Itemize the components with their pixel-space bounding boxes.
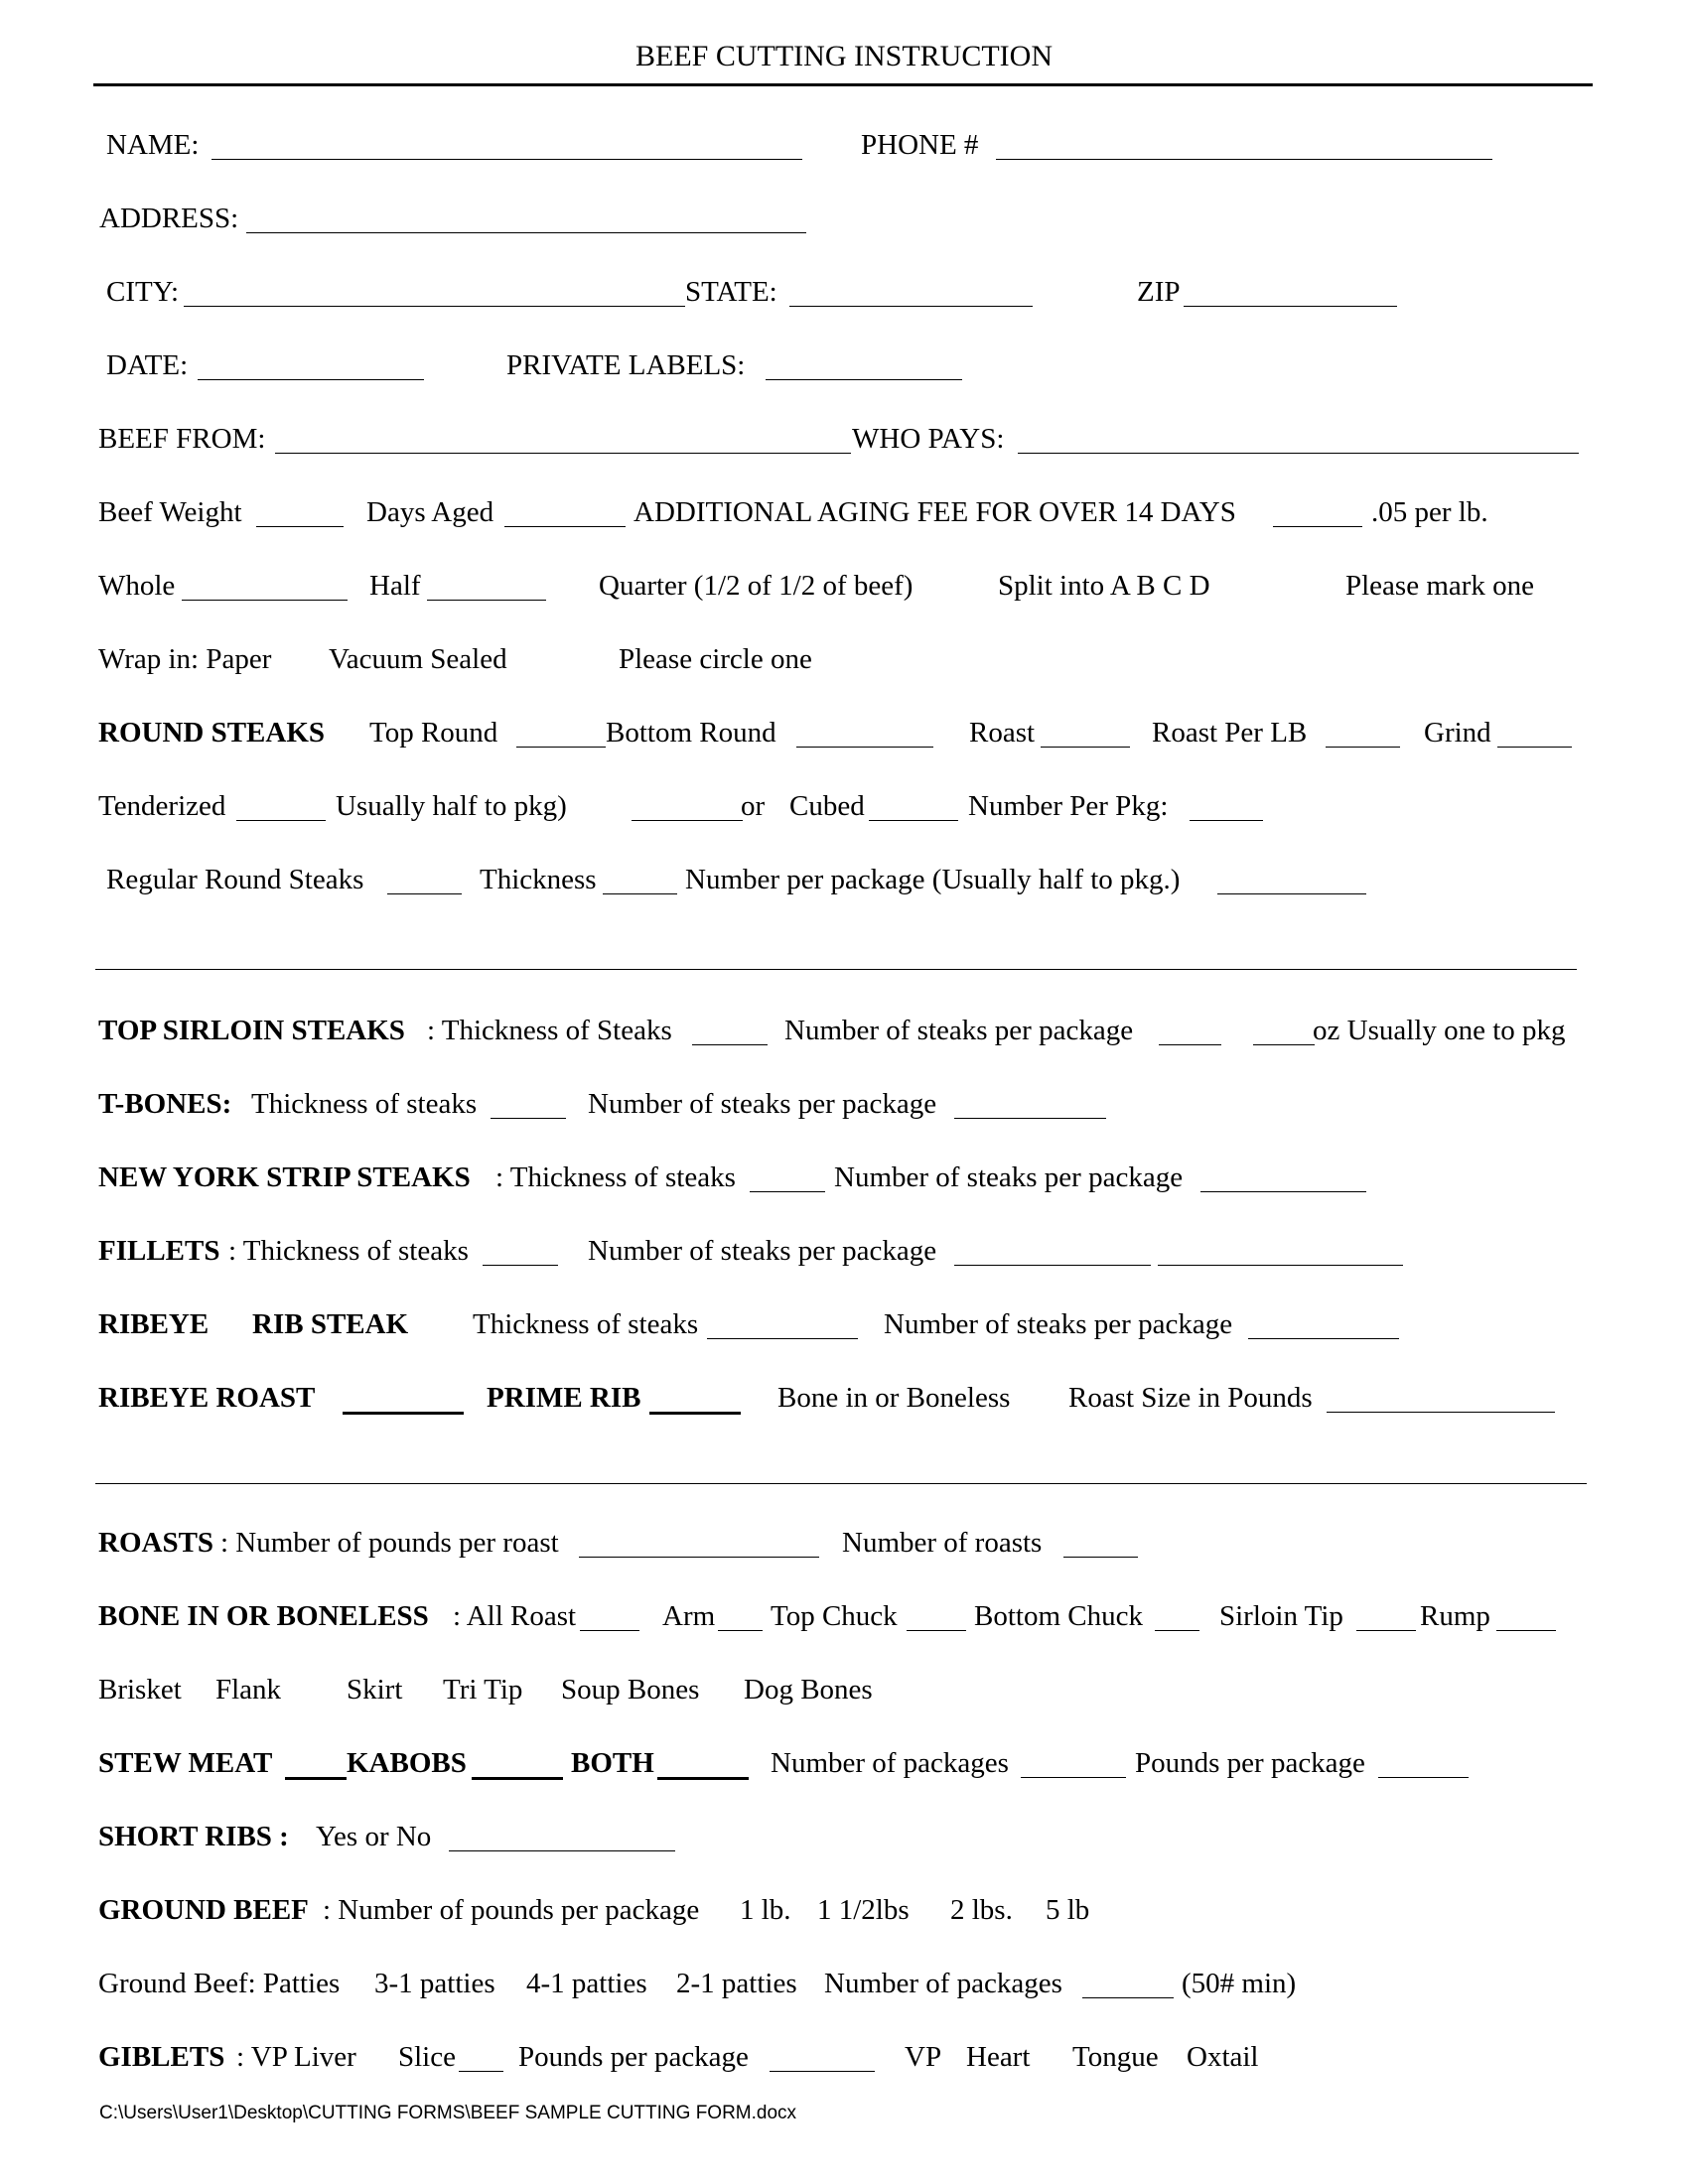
- both-field[interactable]: [657, 1777, 749, 1780]
- patties-4-1-option[interactable]: 4-1 patties: [526, 1968, 647, 1999]
- page-title: BEEF CUTTING INSTRUCTION: [635, 40, 1053, 72]
- tenderized-label: Tenderized: [98, 790, 226, 822]
- top-round-field[interactable]: [516, 747, 606, 748]
- number-of-roasts-field[interactable]: [1063, 1557, 1138, 1558]
- number-per-pkg-field[interactable]: [1190, 820, 1263, 821]
- state-label: STATE:: [685, 276, 777, 308]
- private-labels-label: PRIVATE LABELS:: [506, 349, 746, 381]
- tongue-option[interactable]: Tongue: [1072, 2041, 1159, 2073]
- who-pays-label: WHO PAYS:: [852, 423, 1005, 455]
- ribeye-roast-heading: RIBEYE ROAST: [98, 1382, 316, 1414]
- or-text: or: [741, 790, 766, 822]
- sirloin-thickness-field[interactable]: [692, 1044, 768, 1045]
- patties-number-packages-label: Number of packages: [824, 1968, 1062, 1999]
- patties-label: Ground Beef: Patties: [98, 1968, 341, 1999]
- thickness-label: Thickness: [480, 864, 597, 895]
- patties-min-note: (50# min): [1182, 1968, 1297, 1999]
- sirloin-thickness-label: : Thickness of Steaks: [427, 1015, 672, 1046]
- slice-label: Slice: [398, 2041, 456, 2073]
- ny-thickness-field[interactable]: [750, 1191, 825, 1192]
- name-field[interactable]: [211, 159, 802, 160]
- section-divider-1: [95, 969, 1577, 970]
- fillets-thickness-field[interactable]: [483, 1265, 558, 1266]
- wrap-paper-option[interactable]: Wrap in: Paper: [98, 643, 272, 675]
- address-label: ADDRESS:: [99, 203, 239, 234]
- tri-tip-option[interactable]: Tri Tip: [443, 1674, 523, 1706]
- who-pays-field[interactable]: [1018, 453, 1579, 454]
- regular-round-label: Regular Round Steaks: [106, 864, 364, 895]
- tbone-thickness-field[interactable]: [491, 1118, 566, 1119]
- ribeye-heading: RIBEYE: [98, 1308, 210, 1340]
- quarter-option[interactable]: Quarter (1/2 of 1/2 of beef): [599, 570, 914, 602]
- roast-field[interactable]: [1041, 747, 1130, 748]
- whole-label: Whole: [98, 570, 176, 602]
- address-field[interactable]: [246, 232, 806, 233]
- beef-weight-label: Beef Weight: [98, 496, 242, 528]
- sirloin-tip-label: Sirloin Tip: [1219, 1600, 1343, 1632]
- top-sirloin-heading: TOP SIRLOIN STEAKS: [98, 1015, 405, 1046]
- city-field[interactable]: [184, 306, 685, 307]
- thickness-field[interactable]: [603, 893, 677, 894]
- number-of-roasts-label: Number of roasts: [842, 1527, 1043, 1559]
- aging-fee-label: ADDITIONAL AGING FEE FOR OVER 14 DAYS: [633, 496, 1236, 528]
- roast-size-label: Roast Size in Pounds: [1068, 1382, 1313, 1414]
- sirloin-tip-field[interactable]: [1356, 1630, 1416, 1631]
- rump-label: Rump: [1420, 1600, 1490, 1632]
- short-ribs-field[interactable]: [449, 1850, 675, 1851]
- stew-pounds-per-package-label: Pounds per package: [1135, 1747, 1365, 1779]
- tbone-thickness-label: Thickness of steaks: [251, 1088, 478, 1120]
- short-ribs-yes-no: Yes or No: [316, 1821, 432, 1852]
- roasts-heading: ROASTS: [98, 1527, 214, 1559]
- private-labels-field[interactable]: [766, 379, 962, 380]
- ribeye-roast-field[interactable]: [343, 1412, 464, 1415]
- regular-round-field[interactable]: [387, 893, 462, 894]
- ny-thickness-label: : Thickness of steaks: [495, 1161, 736, 1193]
- stew-meat-heading: STEW MEAT: [98, 1747, 273, 1779]
- roast-label: Roast: [969, 717, 1036, 749]
- section-divider-2: [95, 1483, 1587, 1484]
- tbone-number-label: Number of steaks per package: [588, 1088, 937, 1120]
- ground-pounds-label: : Number of pounds per package: [323, 1894, 700, 1926]
- zip-label: ZIP: [1137, 276, 1181, 308]
- bottom-chuck-field[interactable]: [1155, 1630, 1199, 1631]
- stew-pounds-per-package-field[interactable]: [1378, 1777, 1469, 1778]
- stew-number-packages-label: Number of packages: [771, 1747, 1009, 1779]
- both-heading: BOTH: [571, 1747, 654, 1779]
- bottom-round-field[interactable]: [796, 747, 933, 748]
- pounds-per-roast-label: : Number of pounds per roast: [220, 1527, 559, 1559]
- usually-half-label: Usually half to pkg): [336, 790, 567, 822]
- phone-label: PHONE #: [861, 129, 979, 161]
- bottom-round-label: Bottom Round: [606, 717, 776, 749]
- number-per-package-field[interactable]: [1217, 893, 1366, 894]
- bottom-chuck-label: Bottom Chuck: [974, 1600, 1143, 1632]
- t-bones-heading: T-BONES:: [98, 1088, 232, 1120]
- top-chuck-label: Top Chuck: [771, 1600, 898, 1632]
- kabobs-heading: KABOBS: [347, 1747, 467, 1779]
- ribeye-thickness-label: Thickness of steaks: [473, 1308, 699, 1340]
- rib-steak-heading: RIB STEAK: [252, 1308, 409, 1340]
- brisket-option[interactable]: Brisket: [98, 1674, 182, 1706]
- stew-meat-field[interactable]: [285, 1777, 347, 1780]
- date-label: DATE:: [106, 349, 189, 381]
- arm-label: Arm: [662, 1600, 716, 1632]
- tenderized-field[interactable]: [236, 820, 326, 821]
- vacuum-sealed-option[interactable]: Vacuum Sealed: [329, 643, 507, 675]
- roast-per-lb-label: Roast Per LB: [1152, 717, 1308, 749]
- pounds-per-roast-field[interactable]: [579, 1557, 819, 1558]
- usually-half-field[interactable]: [632, 820, 743, 821]
- grind-field[interactable]: [1497, 747, 1572, 748]
- whole-field[interactable]: [182, 600, 348, 601]
- prime-rib-heading: PRIME RIB: [487, 1382, 641, 1414]
- half-field[interactable]: [427, 600, 546, 601]
- two-lbs-option[interactable]: 2 lbs.: [950, 1894, 1013, 1926]
- rump-field[interactable]: [1496, 1630, 1556, 1631]
- ribeye-thickness-field[interactable]: [707, 1338, 858, 1339]
- aging-fee-field[interactable]: [1273, 526, 1362, 527]
- ground-beef-heading: GROUND BEEF: [98, 1894, 309, 1926]
- name-label: NAME:: [106, 129, 200, 161]
- sirloin-number-label: Number of steaks per package: [784, 1015, 1134, 1046]
- kabobs-field[interactable]: [472, 1777, 563, 1780]
- circle-one-note: Please circle one: [619, 643, 812, 675]
- round-steaks-heading: ROUND STEAKS: [98, 717, 326, 749]
- oxtail-option[interactable]: Oxtail: [1187, 2041, 1259, 2073]
- vp-option[interactable]: VP: [905, 2041, 942, 2073]
- roast-size-field[interactable]: [1327, 1412, 1555, 1413]
- patties-2-1-option[interactable]: 2-1 patties: [676, 1968, 797, 1999]
- days-aged-field[interactable]: [504, 526, 626, 527]
- half-label: Half: [369, 570, 421, 602]
- sirloin-oz-label: oz Usually one to pkg: [1313, 1015, 1566, 1046]
- mark-one-note: Please mark one: [1345, 570, 1535, 602]
- cubed-field[interactable]: [869, 820, 958, 821]
- giblets-pounds-label: Pounds per package: [518, 2041, 749, 2073]
- five-lb-option[interactable]: 5 lb: [1046, 1894, 1090, 1926]
- patties-3-1-option[interactable]: 3-1 patties: [374, 1968, 495, 1999]
- number-per-package-label: Number per package (Usually half to pkg.): [685, 864, 1181, 895]
- patties-number-packages-field[interactable]: [1082, 1997, 1174, 1998]
- skirt-option[interactable]: Skirt: [347, 1674, 403, 1706]
- fillets-number-field[interactable]: [954, 1265, 1151, 1266]
- title-divider: [93, 83, 1593, 86]
- all-roast-label: : All Roast: [453, 1600, 577, 1632]
- tbone-number-field[interactable]: [954, 1118, 1106, 1119]
- zip-field[interactable]: [1184, 306, 1397, 307]
- one-lb-option[interactable]: 1 lb.: [740, 1894, 791, 1926]
- vp-liver-option[interactable]: : VP Liver: [236, 2041, 356, 2073]
- roast-per-lb-field[interactable]: [1326, 747, 1400, 748]
- slice-field[interactable]: [459, 2071, 503, 2072]
- bone-in-option[interactable]: Bone in or Boneless: [777, 1382, 1011, 1414]
- state-field[interactable]: [789, 306, 1033, 307]
- footer-file-path: C:\Users\User1\Desktop\CUTTING FORMS\BEEF SAMPLE CUTTING FORM.docx: [99, 2103, 797, 2123]
- all-roast-field[interactable]: [580, 1630, 639, 1631]
- giblets-heading: GIBLETS: [98, 2041, 225, 2073]
- city-label: CITY:: [106, 276, 180, 308]
- beef-weight-field[interactable]: [256, 526, 344, 527]
- one-half-lb-option[interactable]: 1 1/2lbs: [817, 1894, 910, 1926]
- cubed-label: Cubed: [789, 790, 865, 822]
- short-ribs-heading: SHORT RIBS :: [98, 1821, 289, 1852]
- fillets-number-label: Number of steaks per package: [588, 1235, 937, 1267]
- soup-bones-option[interactable]: Soup Bones: [561, 1674, 700, 1706]
- date-field[interactable]: [198, 379, 424, 380]
- top-round-label: Top Round: [369, 717, 498, 749]
- number-per-pkg-label: Number Per Pkg:: [968, 790, 1169, 822]
- sirloin-number-field[interactable]: [1159, 1044, 1221, 1045]
- dog-bones-option[interactable]: Dog Bones: [744, 1674, 873, 1706]
- arm-field[interactable]: [718, 1630, 763, 1631]
- top-chuck-field[interactable]: [907, 1630, 966, 1631]
- giblets-pounds-field[interactable]: [770, 2071, 875, 2072]
- per-lb-text: .05 per lb.: [1371, 496, 1488, 528]
- days-aged-label: Days Aged: [366, 496, 494, 528]
- heart-option[interactable]: Heart: [966, 2041, 1031, 2073]
- sirloin-oz-field[interactable]: [1253, 1044, 1315, 1045]
- fillets-extra-field[interactable]: [1158, 1265, 1403, 1266]
- ny-number-label: Number of steaks per package: [834, 1161, 1184, 1193]
- ribeye-number-label: Number of steaks per package: [884, 1308, 1233, 1340]
- fillets-heading: FILLETS: [98, 1235, 220, 1267]
- ny-number-field[interactable]: [1200, 1191, 1366, 1192]
- ribeye-number-field[interactable]: [1248, 1338, 1399, 1339]
- grind-label: Grind: [1424, 717, 1491, 749]
- split-option[interactable]: Split into A B C D: [998, 570, 1210, 602]
- new-york-heading: NEW YORK STRIP STEAKS: [98, 1161, 471, 1193]
- bone-in-heading: BONE IN OR BONELESS: [98, 1600, 429, 1632]
- beef-from-field[interactable]: [275, 453, 851, 454]
- fillets-thickness-label: : Thickness of steaks: [228, 1235, 469, 1267]
- beef-from-label: BEEF FROM:: [98, 423, 266, 455]
- prime-rib-field[interactable]: [649, 1412, 741, 1415]
- flank-option[interactable]: Flank: [215, 1674, 282, 1706]
- phone-field[interactable]: [996, 159, 1492, 160]
- stew-number-packages-field[interactable]: [1021, 1777, 1126, 1778]
